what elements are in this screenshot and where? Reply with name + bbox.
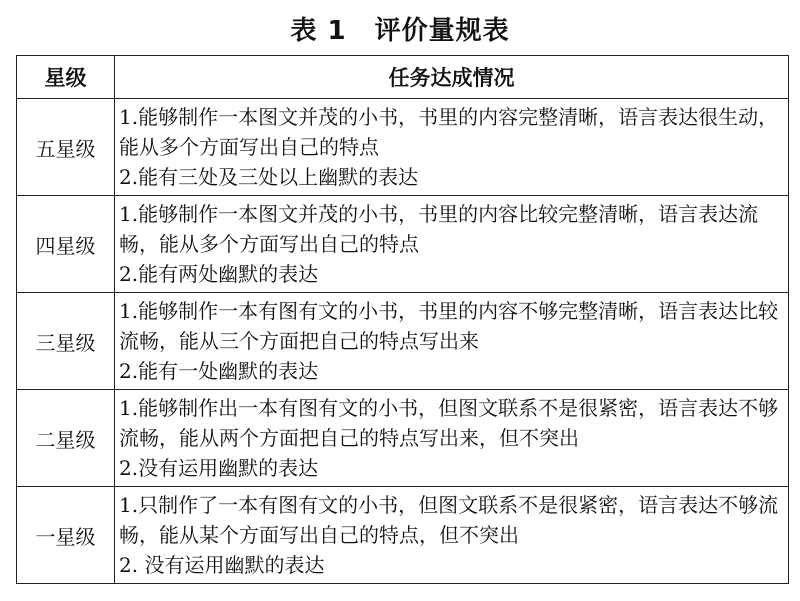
criterion-line: 2. 没有运用幽默的表达	[119, 553, 325, 577]
level-cell: 五星级	[17, 99, 115, 196]
header-description: 任务达成情况	[115, 56, 789, 99]
level-cell: 二星级	[17, 390, 115, 487]
rubric-table	[16, 55, 789, 584]
level-cell: 三星级	[17, 293, 115, 390]
criterion-line: 1.能够制作出一本有图有文的小书，但图文联系不是很紧密，语言表达不够流畅，能从两个方面把自己的特点写出来，但不突出	[119, 396, 779, 450]
criterion-line: 2.能有一处幽默的表达	[119, 359, 319, 383]
description-cell	[115, 293, 789, 390]
description-cell	[115, 99, 789, 196]
criterion-line: 1.能够制作一本有图有文的小书，书里的内容不够完整清晰，语言表达比较流畅，能从三个方面把自己的特点写出来	[119, 299, 779, 353]
description-cell	[115, 390, 789, 487]
header-level: 星级	[17, 56, 115, 99]
table-title	[0, 10, 800, 47]
criterion-line: 2.没有运用幽默的表达	[119, 456, 319, 480]
criterion-line: 1.能够制作一本图文并茂的小书，书里的内容比较完整清晰，语言表达流畅，能从多个方面写出自己的特点	[119, 202, 759, 256]
table-row	[17, 99, 789, 196]
criterion-line: 2.能有三处及三处以上幽默的表达	[119, 165, 419, 189]
criterion-line: 2.能有两处幽默的表达	[119, 262, 319, 286]
description-cell	[115, 196, 789, 293]
level-cell: 一星级	[17, 487, 115, 584]
table-row	[17, 390, 789, 487]
table-number: 表 1	[290, 16, 347, 46]
description-cell	[115, 487, 789, 584]
header-row	[17, 56, 789, 99]
table-row	[17, 196, 789, 293]
table-row	[17, 293, 789, 390]
criterion-line: 1.能够制作一本图文并茂的小书，书里的内容完整清晰，语言表达很生动，能从多个方面写出自己的特点	[119, 105, 779, 159]
table-row	[17, 487, 789, 584]
level-cell: 四星级	[17, 196, 115, 293]
table-title-text: 评价量规表	[374, 16, 510, 46]
criterion-line: 1.只制作了一本有图有文的小书，但图文联系不是很紧密，语言表达不够流畅，能从某个方面写出自己的特点，但不突出	[119, 493, 779, 547]
